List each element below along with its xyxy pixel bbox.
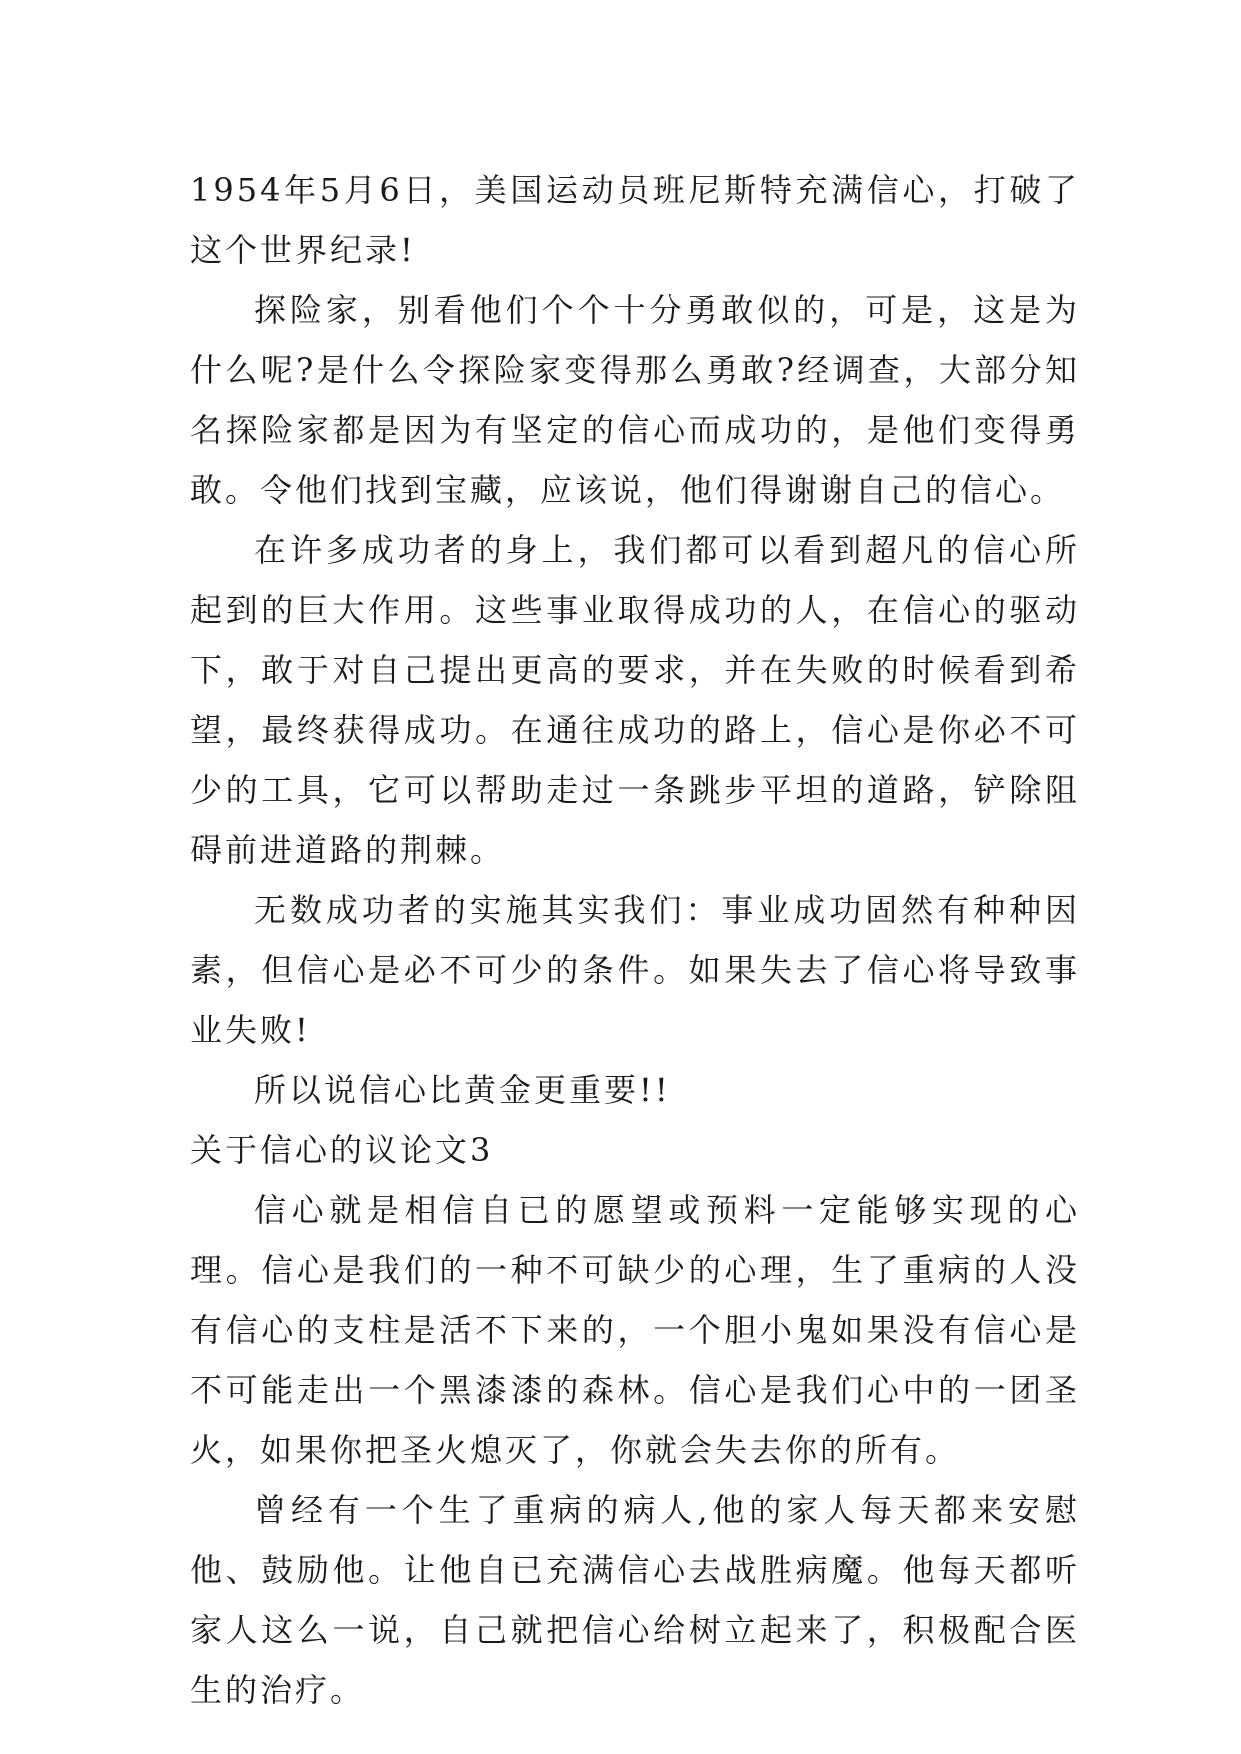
essay-heading: 关于信心的议论文3: [190, 1131, 494, 1169]
paragraph-success-factors: 无数成功者的实施其实我们：事业成功固然有种种因素，但信心是必不可少的条件。如果失去了信心将导致事业失败!: [190, 891, 1080, 1049]
paragraph-successful-people: 在许多成功者的身上，我们都可以看到超凡的信心所起到的巨大作用。这些事业取得成功的人，在信心的驱动下，敢于对自己提出更高的要求，并在失败的时候看到希望，最终获得成功。在通往成功的路上，信心是你必不可少的工具，它可以帮助走过一条跳步平坦的道路，铲除阻碍前进道路的荆棘。: [190, 531, 1080, 869]
paragraph-definition: 信心就是相信自已的愿望或预料一定能够实现的心理。信心是我们的一种不可缺少的心理，生了重病的人没有信心的支柱是活不下来的，一个胆小鬼如果没有信心是不可能走出一个黑漆漆的森林。信心是我们心中的一团圣火，如果你把圣火熄灭了，你就会失去你的所有。: [190, 1191, 1080, 1469]
body-text: [190, 160, 1080, 1720]
paragraph-world-record: 1954年5月6日，美国运动员班尼斯特充满信心，打破了这个世界纪录!: [190, 171, 1080, 269]
paragraph-explorers: 探险家，别看他们个个十分勇敢似的，可是，这是为什么呢?是什么令探险家变得那么勇敢?经调查，大部分知名探险家都是因为有坚定的信心而成功的，是他们变得勇敢。令他们找到宝藏，应该说，他们得谢谢自己的信心。: [190, 291, 1080, 509]
paragraph-conclusion: 所以说信心比黄金更重要!!: [254, 1071, 671, 1109]
paragraph-patient-story: 曾经有一个生了重病的病人,他的家人每天都来安慰他、鼓励他。让他自已充满信心去战胜病魔。他每天都听家人这么一说，自己就把信心给树立起来了，积极配合医生的治疗。: [190, 1491, 1080, 1709]
